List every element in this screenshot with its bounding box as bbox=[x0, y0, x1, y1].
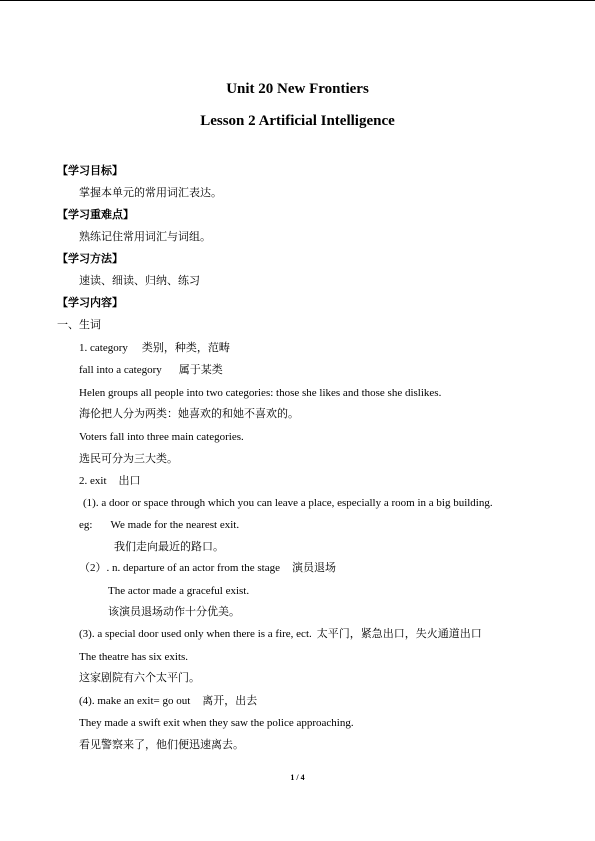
sense-text: （2）. n. departure of an actor from the stage bbox=[79, 562, 280, 574]
eg-line bbox=[79, 518, 239, 532]
example-zh: 该演员退场动作十分优美。 bbox=[108, 606, 240, 618]
example-zh: 我们走向最近的路口。 bbox=[114, 541, 224, 553]
key-text: 熟练记住常用词汇与词组。 bbox=[79, 231, 211, 243]
word-meaning: 类别，种类，范畴 bbox=[141, 342, 230, 354]
word-term: 1. category bbox=[79, 342, 128, 354]
vocab-heading: 一、生词 bbox=[57, 319, 101, 331]
lesson-title: Lesson 2 Artificial Intelligence bbox=[200, 113, 395, 129]
sense-text: (4). make an exit= go out bbox=[79, 695, 191, 707]
example-en: The actor made a graceful exist. bbox=[108, 585, 250, 597]
page-number: 1 / 4 bbox=[290, 773, 305, 782]
word-meaning: 出口 bbox=[118, 475, 141, 487]
goal-text: 掌握本单元的常用词汇表达。 bbox=[79, 187, 222, 199]
example-en: They made a swift exit when they saw the police approaching. bbox=[79, 717, 354, 729]
word-term: 2. exit bbox=[79, 475, 107, 487]
content-heading: 【学习内容】 bbox=[57, 297, 123, 309]
sense-text: (3). a special door used only when there is a fire, ect. bbox=[79, 628, 312, 640]
example-en: We made for the nearest exit. bbox=[110, 519, 240, 531]
method-text: 速读、细读、归纳、练习 bbox=[79, 275, 200, 287]
header-rule bbox=[0, 0, 595, 1]
example-zh: 选民可分为三大类。 bbox=[79, 453, 178, 465]
sense-meaning: 太平门，紧急出口，失火通道出口 bbox=[316, 628, 482, 640]
key-heading: 【学习重难点】 bbox=[57, 209, 134, 221]
word-category bbox=[79, 341, 230, 355]
phrase: fall into a category bbox=[79, 364, 162, 376]
word-exit bbox=[79, 474, 141, 488]
sense-3 bbox=[79, 627, 482, 641]
eg-label: eg: bbox=[79, 519, 93, 531]
sense-meaning: 演员退场 bbox=[291, 562, 336, 574]
sense-1: (1). a door or space through which you can leave a place, especially a room in a big building. bbox=[83, 497, 493, 509]
example-en: The theatre has six exits. bbox=[79, 651, 189, 663]
example-zh: 这家剧院有六个太平门。 bbox=[79, 672, 200, 684]
example-zh: 看见警察来了，他们便迅速离去。 bbox=[79, 739, 244, 751]
goal-heading: 【学习目标】 bbox=[57, 165, 123, 177]
unit-title: Unit 20 New Frontiers bbox=[226, 81, 369, 97]
example-en: Helen groups all people into two categories: those she likes and those she dislikes. bbox=[79, 387, 442, 399]
phrase-meaning: 属于某类 bbox=[178, 364, 223, 376]
method-heading: 【学习方法】 bbox=[57, 253, 123, 265]
sense-meaning: 离开，出去 bbox=[202, 695, 258, 707]
example-en: Voters fall into three main categories. bbox=[79, 431, 244, 443]
sense-4 bbox=[79, 694, 257, 708]
sense-2 bbox=[79, 561, 336, 575]
phrase-line bbox=[79, 363, 223, 377]
example-zh: 海伦把人分为两类：她喜欢的和她不喜欢的。 bbox=[79, 408, 299, 420]
